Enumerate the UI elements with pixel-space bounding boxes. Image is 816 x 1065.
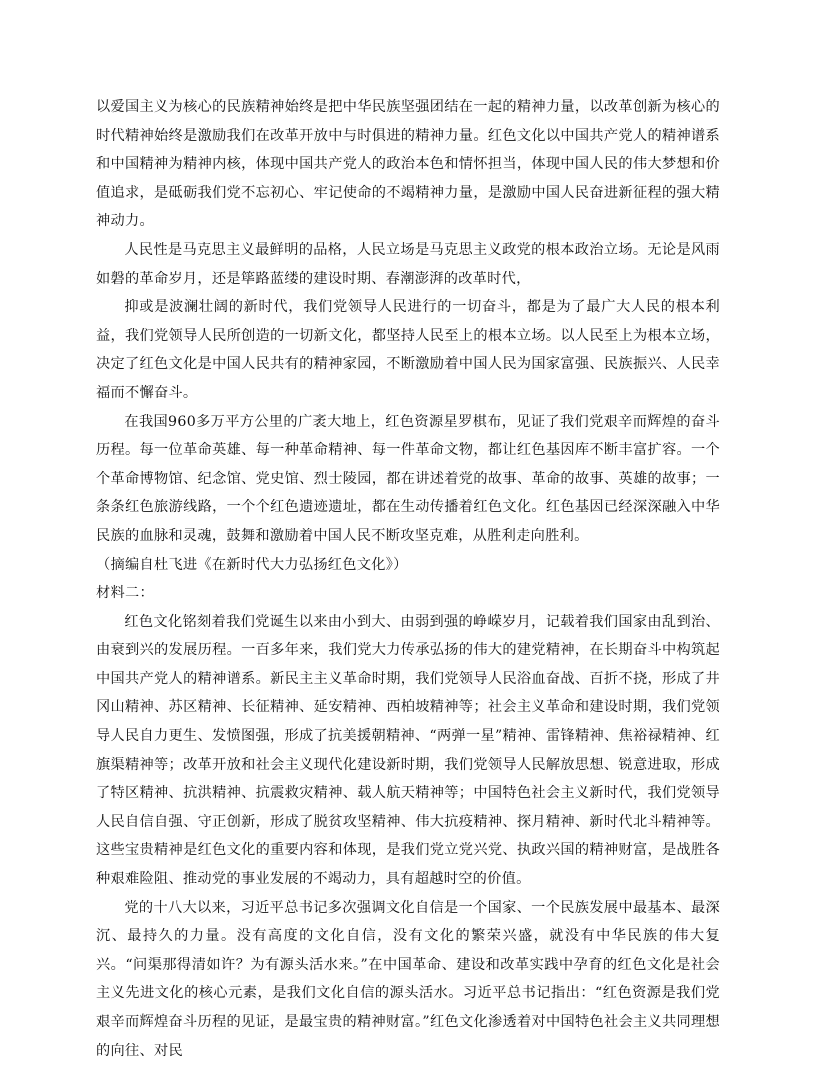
paragraph-1: 以爱国主义为核心的民族精神始终是把中华民族坚强团结在一起的精神力量，以改革创新为核心的时代精神始终是激励我们在改革开放中与时俱进的精神力量。红色文化以中国共产党人的精神谱系和中国精神为精神内核，体现中国共产党人的政治本色和情怀担当，体现中国人民的伟大梦想和价值追求，是砥砺我们党不忘初心、牢记使命的不竭精神力量，是激励中国人民奋进新征程的强大精神动力。 (96, 99, 720, 230)
paragraph-2: 人民性是马克思主义最鲜明的品格，人民立场是马克思主义政党的根本政治立场。无论是风雨如磐的革命岁月，还是筚路蓝缕的建设时期、春潮澎湃的改革时代， (96, 241, 720, 287)
material-2-paragraph-1: 红色文化铭刻着我们党诞生以来由小到大、由弱到强的峥嵘岁月，记载着我们国家由乱到治、由衰到兴的发展历程。一百多年来，我们党大力传承弘扬的伟大的建党精神，在长期奋斗中构筑起中国共产党人的精神谱系。新民主主义革命时期，我们党领导人民浴血奋战、百折不挠，形成了井冈山精神、苏区精神、长征精神、延安精神、西柏坡精神等；社会主义革命和建设时期，我们党领导人民自力更生、发愤图强，形成了抗美援朝精神、“两弹一星”精神、雷锋精神、焦裕禄精神、红旗渠精神等；改革开放和社会主义现代化建设新时期，我们党领导人民解放思想、锐意进取，形成了特区精神、抗洪精神、抗震救灾精神、载人航天精神等；中国特色社会主义新时代，我们党领导人民自信自强、守正创新，形成了脱贫攻坚精神、伟大抗疫精神、探月精神、新时代北斗精神等。这些宝贵精神是红色文化的重要内容和体现，是我们党立党兴党、执政兴国的精神财富，是战胜各种艰难险阻、推动党的事业发展的不竭动力，具有超越时空的价值。 (96, 613, 720, 888)
paragraph-4: 在我国960多万平方公里的广袤大地上，红色资源星罗棋布，见证了我们党艰辛而辉煌的奋斗历程。每一位革命英雄、每一种革命精神、每一件革命文物，都让红色基因库不断丰富扩容。一个个革命博物馆、纪念馆、党史馆、烈士陵园，都在讲述着党的故事、革命的故事、英雄的故事；一条条红色旅游线路，一个个红色遗迹遗址，都在生动传播着红色文化。红色基因已经深深融入中华民族的血脉和灵魂，鼓舞和激励着中国人民不断攻坚克难，从胜利走向胜利。 (96, 413, 720, 544)
document-body (96, 93, 720, 1065)
paragraph-3: 抑或是波澜壮阔的新时代，我们党领导人民进行的一切奋斗，都是为了最广大人民的根本利益，我们党领导人民所创造的一切新文化，都坚持人民至上的根本立场。以人民至上为根本立场，决定了红色文化是中国人民共有的精神家园，不断激励着中国人民为国家富强、民族振兴、人民幸福而不懈奋斗。 (96, 299, 720, 401)
material-2-paragraph-2: 党的十八大以来，习近平总书记多次强调文化自信是一个国家、一个民族发展中最基本、最深沉、最持久的力量。没有高度的文化自信，没有文化的繁荣兴盛，就没有中华民族的伟大复兴。“问渠那得清如许？为有源头活水来。”在中国革命、建设和改革实践中孕育的红色文化是社会主义先进文化的核心元素，是我们文化自信的源头活水。习近平总书记指出：“红色资源是我们党艰辛而辉煌奋斗历程的见证，是最宝贵的精神财富。”红色文化渗透着对中国特色社会主义共同理想的向往、对民 (96, 899, 720, 1059)
material-2-label: 材料二： (96, 585, 154, 602)
source-citation: （摘编自杜飞进《在新时代大力弘扬红色文化》） (96, 556, 408, 573)
